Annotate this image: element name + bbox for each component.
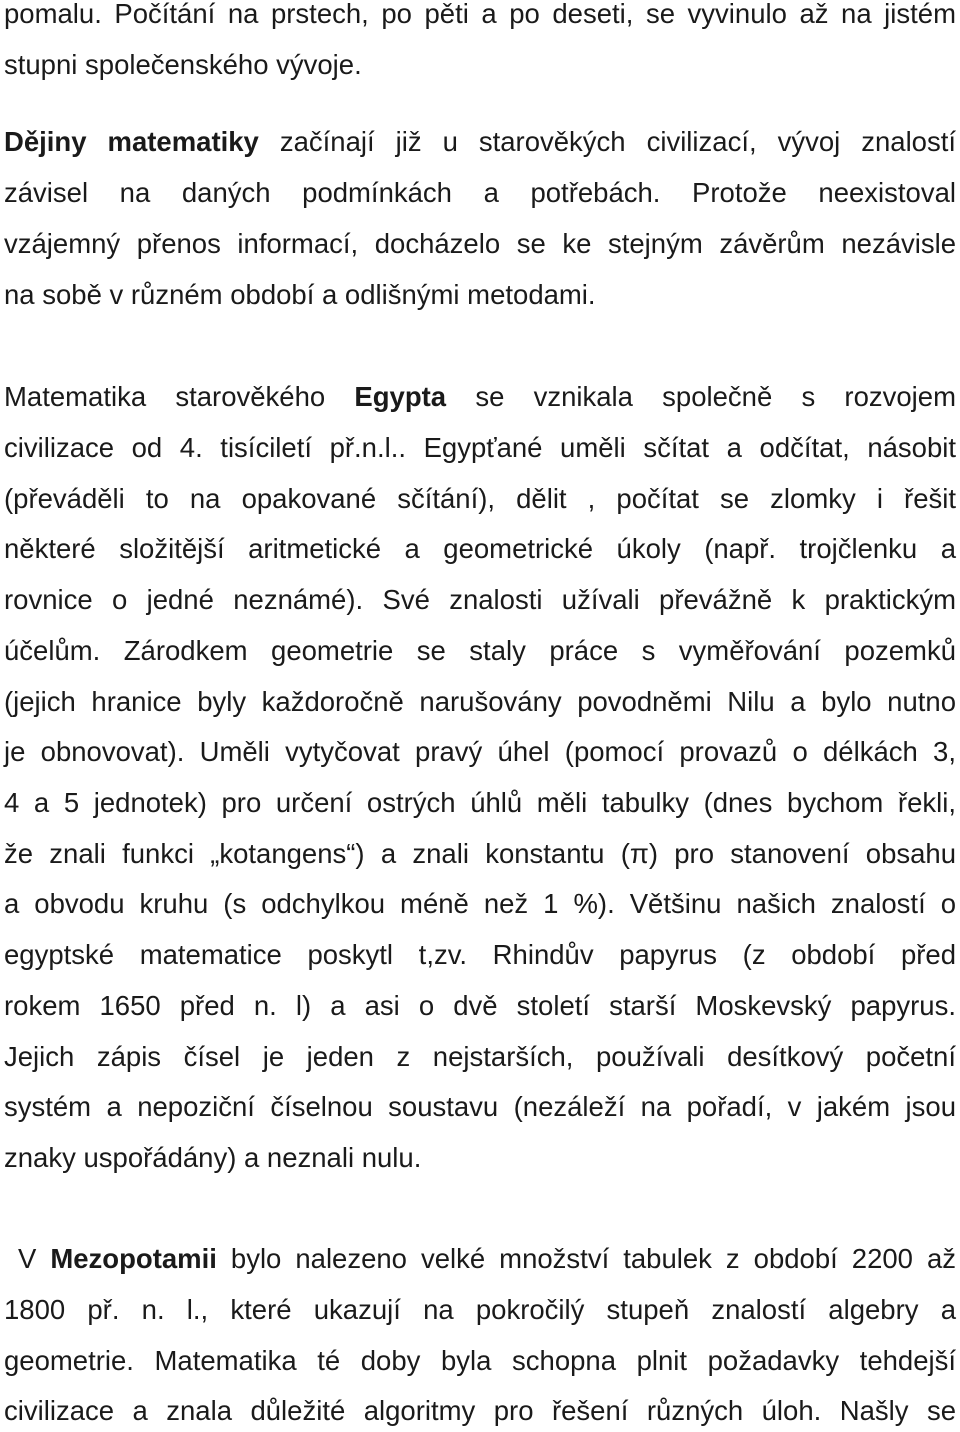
- text-line: Jejich zápis čísel je jeden z nejstarších, používali desítkový početní: [4, 1041, 956, 1072]
- text-span: bylo nalezeno velké množství tabulek z období 2200 až: [216, 1243, 956, 1274]
- text-span: začínají již u starověkých civilizací, vývoj znalostí: [258, 126, 957, 157]
- bold-term: Mezopotamii: [50, 1243, 217, 1274]
- text-line: a obvodu kruhu (s odchylkou méně než 1 %). Většinu našich znalostí o: [4, 888, 956, 919]
- text-line: vzájemný přenos informací, docházelo se ke stejným závěrům nezávisle: [4, 228, 956, 259]
- text-line: 1800 př. n. l., které ukazují na pokročilý stupeň znalostí algebry a: [4, 1294, 956, 1325]
- bold-term: Dějiny matematiky: [4, 126, 259, 157]
- text-line: (jejich hranice byly každoročně narušovány povodněmi Nilu a bylo nutno: [4, 686, 956, 717]
- text-line: rovnice o jedné neznámé). Své znalosti užívali převážně k praktickým: [4, 584, 956, 615]
- text-line: [4, 122, 956, 162]
- text-line: na sobě v různém období a odlišnými metodami.: [4, 279, 596, 310]
- text-line: pomalu. Počítání na prstech, po pěti a po deseti, se vyvinulo až na jistém: [4, 0, 956, 29]
- text-line: některé složitější aritmetické a geometrické úkoly (např. trojčlenku a: [4, 533, 956, 564]
- text-span: V: [4, 1243, 51, 1274]
- text-span: Matematika starověkého: [4, 381, 355, 412]
- text-line: geometrie. Matematika té doby byla schopna plnit požadavky tehdejší: [4, 1345, 956, 1376]
- text-line: účelům. Zárodkem geometrie se staly práce s vyměřování pozemků: [4, 635, 956, 666]
- bold-term: Egypta: [354, 381, 447, 412]
- text-line: (převáděli to na opakované sčítání), dělit , počítat se zlomky i řešit: [4, 483, 956, 514]
- text-line: závisel na daných podmínkách a potřebách. Protože neexistoval: [4, 177, 956, 208]
- text-line: rokem 1650 před n. l) a asi o dvě století starší Moskevský papyrus.: [4, 990, 956, 1021]
- text-line: egyptské matematice poskytl t,zv. Rhindův papyrus (z období před: [4, 939, 956, 970]
- text-line: [4, 377, 956, 417]
- text-line: [4, 1239, 956, 1279]
- text-line: že znali funkci „kotangens“) a znali konstantu (π) pro stanovení obsahu: [4, 838, 956, 869]
- text-line: 4 a 5 jednotek) pro určení ostrých úhlů měli tabulky (dnes bychom řekli,: [4, 787, 956, 818]
- text-line: stupni společenského vývoje.: [4, 49, 362, 80]
- text-line: civilizace od 4. tisíciletí př.n.l.. Egypťané uměli sčítat a odčítat, násobit: [4, 432, 956, 463]
- text-line: civilizace a znala důležité algoritmy pro řešení různých úloh. Našly se: [4, 1395, 956, 1426]
- text-line: je obnovovat). Uměli vytyčovat pravý úhel (pomocí provazů o délkách 3,: [4, 736, 956, 767]
- text-line: systém a nepoziční číselnou soustavu (nezáleží na pořadí, v jakém jsou: [4, 1091, 956, 1122]
- text-span: se vznikala společně s rozvojem: [446, 381, 956, 412]
- text-line: znaky uspořádány) a neznali nulu.: [4, 1142, 422, 1173]
